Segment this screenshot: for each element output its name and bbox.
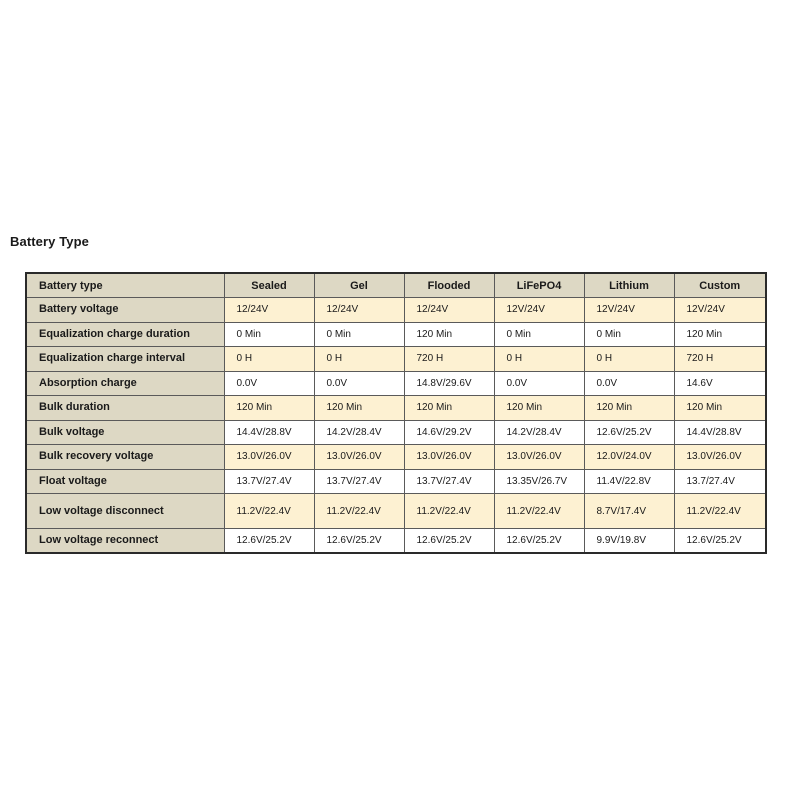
- header-lifepo4: LiFePO4: [494, 273, 584, 298]
- table-cell: 14.6V: [674, 371, 766, 396]
- table-cell: 13.0V/26.0V: [494, 445, 584, 470]
- table-cell: 720 H: [404, 347, 494, 372]
- table-row: [26, 298, 766, 323]
- table-cell: 0 H: [494, 347, 584, 372]
- table-cell: 120 Min: [404, 322, 494, 347]
- table-cell: 120 Min: [224, 396, 314, 421]
- table-cell: 12/24V: [314, 298, 404, 323]
- table-cell: 13.35V/26.7V: [494, 469, 584, 494]
- table-row: [26, 494, 766, 529]
- row-label: Bulk voltage: [26, 420, 224, 445]
- table-cell: 0.0V: [584, 371, 674, 396]
- table-cell: 0 H: [314, 347, 404, 372]
- header-sealed: Sealed: [224, 273, 314, 298]
- table-cell: 14.2V/28.4V: [494, 420, 584, 445]
- table-cell: 120 Min: [674, 322, 766, 347]
- table-cell: 13.7V/27.4V: [224, 469, 314, 494]
- table-cell: 12.6V/25.2V: [584, 420, 674, 445]
- header-battery-type: Battery type: [26, 273, 224, 298]
- table-cell: 11.2V/22.4V: [674, 494, 766, 529]
- table-cell: 12.6V/25.2V: [494, 529, 584, 554]
- table-cell: 9.9V/19.8V: [584, 529, 674, 554]
- battery-type-table-container: [25, 272, 765, 554]
- table-cell: 120 Min: [584, 396, 674, 421]
- table-cell: 0 H: [584, 347, 674, 372]
- table-cell: 12/24V: [404, 298, 494, 323]
- table-cell: 11.2V/22.4V: [494, 494, 584, 529]
- header-lithium: Lithium: [584, 273, 674, 298]
- table-cell: 11.2V/22.4V: [404, 494, 494, 529]
- table-cell: 14.8V/29.6V: [404, 371, 494, 396]
- table-cell: 12V/24V: [674, 298, 766, 323]
- table-cell: 12.6V/25.2V: [224, 529, 314, 554]
- table-cell: 0 H: [224, 347, 314, 372]
- table-cell: 0 Min: [584, 322, 674, 347]
- table-cell: 0.0V: [494, 371, 584, 396]
- battery-type-table: [25, 272, 767, 554]
- table-cell: 0 Min: [224, 322, 314, 347]
- table-row: [26, 529, 766, 554]
- table-cell: 120 Min: [674, 396, 766, 421]
- table-cell: 0 Min: [494, 322, 584, 347]
- table-cell: 12V/24V: [584, 298, 674, 323]
- table-row: [26, 469, 766, 494]
- table-row: [26, 420, 766, 445]
- table-cell: 0 Min: [314, 322, 404, 347]
- table-cell: 14.4V/28.8V: [674, 420, 766, 445]
- row-label: Low voltage disconnect: [26, 494, 224, 529]
- table-cell: 11.2V/22.4V: [314, 494, 404, 529]
- table-cell: 11.2V/22.4V: [224, 494, 314, 529]
- table-cell: 14.4V/28.8V: [224, 420, 314, 445]
- table-cell: 12.6V/25.2V: [314, 529, 404, 554]
- table-cell: 120 Min: [314, 396, 404, 421]
- header-flooded: Flooded: [404, 273, 494, 298]
- header-gel: Gel: [314, 273, 404, 298]
- row-label: Equalization charge interval: [26, 347, 224, 372]
- table-cell: 13.7V/27.4V: [404, 469, 494, 494]
- row-label: Equalization charge duration: [26, 322, 224, 347]
- table-cell: 12.6V/25.2V: [404, 529, 494, 554]
- table-cell: 12/24V: [224, 298, 314, 323]
- table-row: [26, 322, 766, 347]
- row-label: Battery voltage: [26, 298, 224, 323]
- row-label: Float voltage: [26, 469, 224, 494]
- row-label: Low voltage reconnect: [26, 529, 224, 554]
- table-cell: 0.0V: [224, 371, 314, 396]
- table-cell: 13.7/27.4V: [674, 469, 766, 494]
- table-cell: 120 Min: [494, 396, 584, 421]
- section-title: Battery Type: [10, 234, 89, 249]
- table-cell: 11.4V/22.8V: [584, 469, 674, 494]
- table-cell: 8.7V/17.4V: [584, 494, 674, 529]
- table-cell: 14.2V/28.4V: [314, 420, 404, 445]
- table-cell: 720 H: [674, 347, 766, 372]
- header-custom: Custom: [674, 273, 766, 298]
- row-label: Absorption charge: [26, 371, 224, 396]
- table-cell: 13.0V/26.0V: [674, 445, 766, 470]
- row-label: Bulk duration: [26, 396, 224, 421]
- table-cell: 12V/24V: [494, 298, 584, 323]
- table-cell: 120 Min: [404, 396, 494, 421]
- table-cell: 12.6V/25.2V: [674, 529, 766, 554]
- table-row: [26, 445, 766, 470]
- table-cell: 13.7V/27.4V: [314, 469, 404, 494]
- table-cell: 0.0V: [314, 371, 404, 396]
- table-row: [26, 396, 766, 421]
- table-cell: 14.6V/29.2V: [404, 420, 494, 445]
- table-cell: 13.0V/26.0V: [404, 445, 494, 470]
- table-cell: 13.0V/26.0V: [224, 445, 314, 470]
- table-header-row: [26, 273, 766, 298]
- table-row: [26, 371, 766, 396]
- table-row: [26, 347, 766, 372]
- table-cell: 13.0V/26.0V: [314, 445, 404, 470]
- row-label: Bulk recovery voltage: [26, 445, 224, 470]
- table-cell: 12.0V/24.0V: [584, 445, 674, 470]
